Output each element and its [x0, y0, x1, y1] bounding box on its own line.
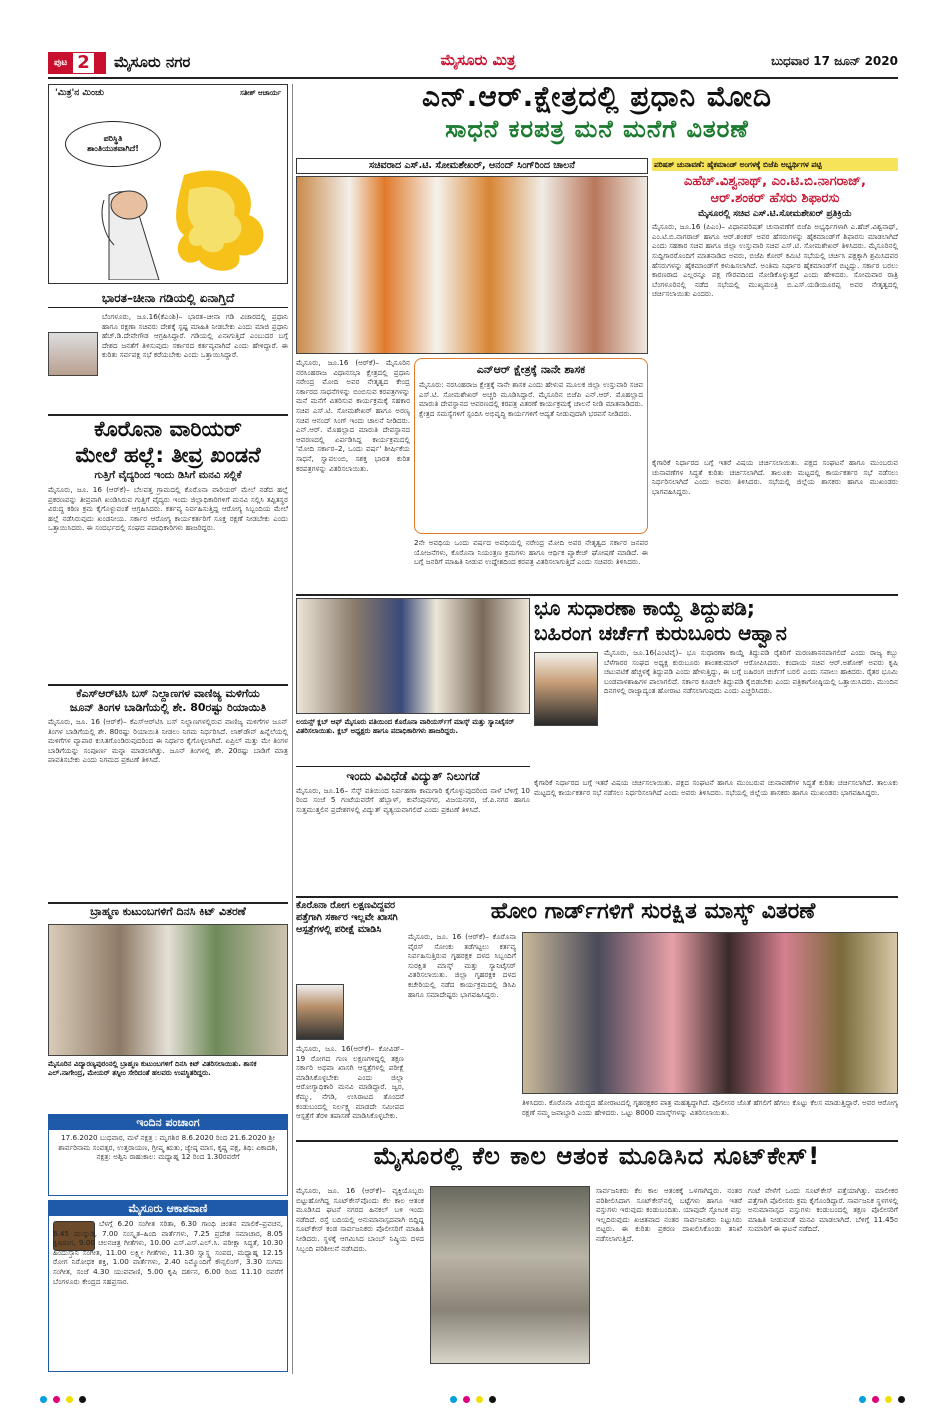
ksrtc-body: ಮೈಸೂರು, ಜೂ. 16 (ಆರ್‌ಕೆ)– ಕೆಎಸ್‌ಆರ್‌ಟಿಸಿ ಬಸ್ ನಿಲ್ದಾಣಗಳಲ್ಲಿರುವ ವಾಣಿಜ್ಯ ಮಳಿಗೆಗಳ ಜೂನ್ ತಿಂಗಳ ಬಾಡಿಗೆಯಲ್ಲಿ ಶೇ. 80ರಷ್ಟು ರಿಯಾಯಿತಿ ನೀಡಲು ನಿಗಮ ನಿರ್ಧರಿಸಿದೆ. ಲಾಕ್‌ಡೌನ್ ಹಿನ್ನೆಲೆಯಲ್ಲಿ ಮಳಿಗೆಗಳ ವ್ಯಾಪಾರ ಕುಸಿತಗೊಂಡಿರುವುದರಿಂದ ಈ ನಿರ್ಧಾರ ಕೈಗೊಳ್ಳಲಾಗಿದೆ. ಏಪ್ರಿಲ್ ಮತ್ತು ಮೇ ತಿಂಗಳ ಬಾಡಿಗೆಯನ್ನು ಸಂಪೂರ್ಣ ಮನ್ನಾ ಮಾಡಲಾಗಿತ್ತು. ಜೂನ್ ತಿಂಗಳಲ್ಲಿ ಶೇ. 20ರಷ್ಟು ಬಾಡಿಗೆ ಮಾತ್ರ ಪಾವತಿಸಬೇಕು ಎಂದು ನಿಗಮದ ಪ್ರಕಟಣೆ ತಿಳಿಸಿದೆ. [48, 717, 288, 765]
power-body: ಮೈಸೂರು, ಜೂ.16– ಸೆಸ್ಕ್ ವತಿಯಿಂದ ನಿರ್ವಹಣಾ ಕಾಮಗಾರಿ ಕೈಗೊಳ್ಳುವುದರಿಂದ ನಾಳೆ ಬೆಳಿಗ್ಗೆ 10 ರಿಂದ ಸಂಜೆ 5 ಗಂಟೆಯವರೆಗೆ ಹೆಬ್ಬಾಳ್, ಕುವೆಂಪುನಗರ, ವಿಜಯನಗರ, ಜೆ.ಪಿ.ನಗರ ಹಾಗೂ ಸುತ್ತಮುತ್ತಲಿನ ಪ್ರದೇಶಗಳಲ್ಲಿ ವಿದ್ಯುತ್ ವ್ಯತ್ಯಯವಾಗಲಿದೆ ಎಂದು ಪ್ರಕಟಣೆ ತಿಳಿಸಿದೆ. [296, 785, 530, 814]
corona-headline-1: ಕೊರೊನಾ ವಾರಿಯರ್ [94, 417, 242, 441]
brahmin-caption: ಮೈಸೂರಿನ ವಿದ್ಯಾರಣ್ಯಪುರಂನಲ್ಲಿ ಬ್ರಾಹ್ಮಣ ಕುಟುಂಬಗಳಿಗೆ ದಿನಸಿ ಕಿಟ್ ವಿತರಿಸಲಾಯಿತು. ಶಾಸಕ ಎಲ್.ನಾಗೇಂದ್ರ, ಮೇಯರ್ ತಸ್ನೀಂ ಸೇರಿದಂತೆ ಹಲವರು ಉಪಸ್ಥಿತರಿದ್ದರು. [48, 1060, 257, 1077]
suitcase-article [296, 1144, 898, 1374]
land-body-cont: ಕೈಗಾರಿಕೆ ನಿರ್ಧಾರದ ಬಗ್ಗೆ ಇತರೆ ವಿಷಯ ಚರ್ಚಿಸಲಾಯಿತು. ಪಕ್ಷದ ಸಂಘಟನೆ ಹಾಗೂ ಮುಂಬರುವ ಚುನಾವಣೆಗಳ ಸಿದ್ಧತೆ ಕುರಿತು ಚರ್ಚಿಸಲಾಗಿದೆ. ತಾಲೂಕು ಮಟ್ಟದಲ್ಲಿ ಕಾರ್ಯಕರ್ತರ ಸಭೆ ನಡೆಸಲು ನಿರ್ಧರಿಸಲಾಗಿದೆ ಎಂದು ಅವರು ತಿಳಿಸಿದರು. ಸಭೆಯಲ್ಲಿ ಜಿಲ್ಲೆಯ ಶಾಸಕರು ಹಾಗೂ ಮುಖಂಡರು ಭಾಗವಹಿಸಿದ್ದರು. [534, 778, 898, 797]
page-number-badge [48, 52, 106, 74]
lead-strap [296, 158, 648, 174]
lead-strap-text: ಸಚಿವರಾದ ಎಸ್.ಟಿ. ಸೋಮಶೇಖರ್, ಆನಂದ್ ಸಿಂಗ್‌ರಿಂದ ಚಾಲನೆ [369, 160, 575, 171]
hospital-headline: ಕೊರೊನಾ ರೋಗ ಲಕ್ಷಣವಿದ್ದವರ ಪತ್ತೆಗಾಗಿ ಸರ್ಕಾರ ಇಲ್ಲವೇ ಖಾಸಗಿ ಆಸ್ಪತ್ರೆಗಳಲ್ಲಿ ಪರೀಕ್ಷೆ ಮಾಡಿಸಿ [296, 900, 398, 935]
suitcase-body-cont: ಸಾರ್ವಜನಿಕರು ಕೆಲ ಕಾಲ ಆತಂಕಕ್ಕೆ ಒಳಗಾಗಿದ್ದರು. ನಂತರ ಪರಿಶೀಲಿಸಿದಾಗ ಸೂಟ್‌ಕೇಸ್‌ನಲ್ಲಿ ಬಟ್ಟೆಗಳು ಹಾಗೂ ಇತರೆ ವಸ್ತುಗಳು ಇರುವುದು ಕಂಡುಬಂದಿತು. ಯಾವುದೇ ಸ್ಫೋಟಕ ವಸ್ತು ಇಲ್ಲದಿರುವುದು ಖಚಿತವಾದ ನಂತರ ಸಾರ್ವಜನಿಕರು ನಿಟ್ಟುಸಿರು ಬಿಟ್ಟರು. ಈ ಕುರಿತು ಪ್ರಕರಣ ದಾಖಲಿಸಿಕೊಂಡು ತನಿಖೆ ನಡೆಸಲಾಗುತ್ತಿದೆ. [596, 1186, 742, 1243]
suitcase-photo [430, 1186, 590, 1364]
health-officer-photo [296, 984, 344, 1040]
cartoon-title: 'ಮಿತ್ರ'ನ ಮಿಂಚು [55, 88, 105, 98]
land-article [534, 598, 898, 774]
land-headline-1: ಭೂ ಸುಧಾರಣಾ ಕಾಯ್ದೆ ತಿದ್ದುಪಡಿ; [534, 596, 755, 620]
home-guard-body: ಮೈಸೂರು, ಜೂ. 16 (ಆರ್‌ಕೆ)– ಕೊರೊನಾ ವೈರಸ್ ಸೋಂಕು ತಡೆಗಟ್ಟಲು ಕರ್ತವ್ಯ ನಿರ್ವಹಿಸುತ್ತಿರುವ ಗೃಹರಕ್ಷಕ ದಳದ ಸಿಬ್ಬಂದಿಗೆ ಸುರಕ್ಷಿತ ಮಾಸ್ಕ್ ಮತ್ತು ಸ್ಯಾನಿಟೈಸರ್ ವಿತರಿಸಲಾಯಿತು. ಜಿಲ್ಲಾ ಗೃಹರಕ್ಷಕ ದಳದ ಕಚೇರಿಯಲ್ಲಿ ನಡೆದ ಕಾರ್ಯಕ್ರಮದಲ್ಲಿ ಡಿಸಿಪಿ ಹಾಗೂ ಸಮಾದೇಷ್ಟರು ಭಾಗವಹಿಸಿದ್ದರು. [408, 932, 516, 999]
land-body: ಮೈಸೂರು, ಜೂ.16(ಎಂಟಿವೈ)– ಭೂ ಸುಧಾರಣಾ ಕಾಯ್ದೆ ತಿದ್ದುಪಡಿ ರೈತರಿಗೆ ಮರಣಶಾಸನವಾಗಲಿದೆ ಎಂದು ರಾಜ್ಯ ಕಬ್ಬು ಬೆಳೆಗಾರರ ಸಂಘದ ಅಧ್ಯಕ್ಷ ಕುರುಬೂರು ಶಾಂತಕುಮಾರ್ ಆರೋಪಿಸಿದರು. ಕಂದಾಯ ಸಚಿವ ಆರ್.ಅಶೋಕ್ ಅವರು ಕೃಷಿ ಚಟುವಟಿಕೆ ಹೆಚ್ಚಳಕ್ಕೆ ತಿದ್ದುಪಡಿ ಎಂದು ಹೇಳುತ್ತಿದ್ದು, ಈ ಬಗ್ಗೆ ಬಹಿರಂಗ ಚರ್ಚೆಗೆ ಬರಲಿ ಎಂದು ಸವಾಲು ಹಾಕಿದರು. ರೈತರ ಭೂಮಿ ಬಂಡವಾಳಶಾಹಿಗಳ ಪಾಲಾಗಲಿದೆ. ಸರ್ಕಾರ ಕೂಡಲೇ ತಿದ್ದುಪಡಿ ಕೈಬಿಡಬೇಕು ಎಂದು ಪತ್ರಿಕಾಗೋಷ್ಠಿಯಲ್ಲಿ ಒತ್ತಾಯಿಸಿದರು. ಮುಂದಿನ ದಿನಗಳಲ್ಲಿ ರಾಜ್ಯಾದ್ಯಂತ ಹೋರಾಟ ನಡೆಸಲಾಗುವುದು ಎಂದು ಎಚ್ಚರಿಸಿದರು. [604, 648, 898, 696]
page-label: ಪುಟ [54, 58, 68, 68]
lions-club-photo [296, 598, 530, 714]
ksrtc-headline-2: ಜೂನ್ ತಿಂಗಳ ಬಾಡಿಗೆಯಲ್ಲಿ ಶೇ. 80ರಷ್ಟು ರಿಯಾಯಿತಿ [69, 700, 267, 714]
corona-headline-2: ಮೇಲೆ ಹಲ್ಲೆ: ತೀವ್ರ ಖಂಡನೆ [75, 443, 261, 468]
brahmin-article [48, 906, 288, 1112]
power-headline: ಇಂದು ವಿವಿಧೆಡೆ ವಿದ್ಯುತ್ ನಿಲುಗಡೆ [296, 766, 530, 783]
grocery-kit-photo [48, 924, 288, 1056]
masthead-logo: ಮೈಸೂರು ಮಿತ್ರ [440, 51, 516, 69]
panchanga-body: 17.6.2020 ಬುಧವಾರ, ಮಳೆ ನಕ್ಷತ್ರ : ಮೃಗಶಿರ 8.6.2020 ರಿಂದ 21.6.2020 ಶ್ರೀ ಶಾರ್ವರಿನಾಮ ಸಂವತ್ಸರ, ಉತ್ತರಾಯಣ, ಗ್ರೀಷ್ಮ ಋತು, ಜ್ಯೇಷ್ಠ ಮಾಸ, ಕೃಷ್ಣ ಪಕ್ಷ, ತಿಥಿ: ಏಕಾದಶಿ, ನಕ್ಷತ್ರ: ಅಶ್ವಿನಿ ರಾಹುಕಾಲ: ಮಧ್ಯಾಹ್ನ 12 ರಿಂದ 1.30ರವರೆಗೆ [58, 1133, 278, 1162]
lead-photo [296, 176, 648, 354]
council-subhead: ಮೈಸೂರಲ್ಲಿ ಸಚಿವ ಎಸ್.ಟಿ.ಸೋಮಶೇಖರ್ ಪ್ರತಿಕ್ರಿಯೆ [698, 209, 852, 220]
council-body-cont: ಕೈಗಾರಿಕೆ ನಿರ್ಧಾರದ ಬಗ್ಗೆ ಇತರೆ ವಿಷಯ ಚರ್ಚಿಸಲಾಯಿತು. ಪಕ್ಷದ ಸಂಘಟನೆ ಹಾಗೂ ಮುಂಬರುವ ಚುನಾವಣೆಗಳ ಸಿದ್ಧತೆ ಕುರಿತು ಚರ್ಚಿಸಲಾಗಿದೆ. ತಾಲೂಕು ಮಟ್ಟದಲ್ಲಿ ಕಾರ್ಯಕರ್ತರ ಸಭೆ ನಡೆಸಲು ನಿರ್ಧರಿಸಲಾಗಿದೆ ಎಂದು ಅವರು ತಿಳಿಸಿದರು. ಸಭೆಯಲ್ಲಿ ಜಿಲ್ಲೆಯ ಶಾಸಕರು ಹಾಗೂ ಮುಖಂಡರು ಭಾಗವಹಿಸಿದ್ದರು. [652, 458, 898, 497]
council-headline-2: ಆರ್.ಶಂಕರ್ ಹೆಸರು ಶಿಫಾರಸು [710, 190, 840, 206]
corona-warrior-article [48, 418, 288, 676]
cartoon-artist: ಸತೀಶ್ ಆಚಾರ್ಯ [240, 89, 281, 97]
home-guard-headline: ಹೋಂ ಗಾರ್ಡ್‌ಗಳಿಗೆ ಸುರಕ್ಷಿತ ಮಾಸ್ಕ್ ವಿತರಣೆ [490, 899, 816, 924]
china-headline: ಭಾರತ–ಚೀನಾ ಗಡಿಯಲ್ಲಿ ಏನಾಗ್ತಿದೆ [48, 292, 288, 308]
lead-article [296, 82, 898, 154]
kurubur-photo [534, 652, 598, 726]
column-rule [292, 84, 293, 1374]
council-kicker: ಪರಿಷತ್ ಚುನಾವಣೆ: ಹೈಕಮಾಂಡ್ ಅಂಗಳಕ್ಕೆ ಬಿಜೆಪಿ ಅಭ್ಯರ್ಥಿಗಳ ಪಟ್ಟಿ [652, 158, 898, 171]
brahmin-headline: ಬ್ರಾಹ್ಮಣ ಕುಟುಂಬಗಳಿಗೆ ದಿನಸಿ ಕಿಟ್ ವಿತರಣೆ [90, 905, 246, 918]
council-body: ಮೈಸೂರು, ಜೂ.16 (ಪಿಎಂ)– ವಿಧಾನಪರಿಷತ್ ಚುನಾವಣೆಗೆ ಬಿಜೆಪಿ ಅಭ್ಯರ್ಥಿಗಳಾಗಿ ಎ.ಹೆಚ್.ವಿಶ್ವನಾಥ್, ಎಂ.ಟಿ.ಬಿ.ನಾಗರಾಜ್ ಹಾಗೂ ಆರ್.ಶಂಕರ್ ಅವರ ಹೆಸರುಗಳನ್ನು ಹೈಕಮಾಂಡ್‌ಗೆ ಶಿಫಾರಸು ಮಾಡಲಾಗಿದೆ ಎಂದು ಸಹಕಾರ ಸಚಿವ ಹಾಗೂ ಜಿಲ್ಲಾ ಉಸ್ತುವಾರಿ ಸಚಿವ ಎಸ್.ಟಿ. ಸೋಮಶೇಖರ್ ತಿಳಿಸಿದರು. ಮೈಸೂರಿನಲ್ಲಿ ಸುದ್ದಿಗಾರರೊಂದಿಗೆ ಮಾತನಾಡಿದ ಅವರು, ಬಿಜೆಪಿ ಕೋರ್ ಕಮಿಟಿ ಸಭೆಯಲ್ಲಿ ಚರ್ಚಿಸಿ ಪಕ್ಷಕ್ಕಾಗಿ ಶ್ರಮಿಸಿದವರ ಹೆಸರುಗಳನ್ನು ಹೈಕಮಾಂಡ್‌ಗೆ ಕಳುಹಿಸಲಾಗಿದೆ. ಅಂತಿಮ ನಿರ್ಧಾರ ಹೈಕಮಾಂಡ್‌ಗೆ ಬಿಟ್ಟದ್ದು. ಸರ್ಕಾರ ಬರಲು ಕಾರಣರಾದ ಎಲ್ಲರನ್ನೂ ಪಕ್ಷ ಗೌರವದಿಂದ ನೋಡಿಕೊಳ್ಳುತ್ತದೆ ಎಂದು ಹೇಳಿದರು. ಸೋಮವಾರ ರಾತ್ರಿ ಬೆಂಗಳೂರಿನಲ್ಲಿ ನಡೆದ ಸಭೆಯಲ್ಲಿ ಮುಖ್ಯಮಂತ್ರಿ ಬಿ.ಎಸ್.ಯಡಿಯೂರಪ್ಪ ಅವರ ನೇತೃತ್ವದಲ್ಲಿ ಚರ್ಚಿಸಲಾಯಿತು ಎಂದರು. [652, 222, 898, 299]
inset-box [414, 358, 648, 534]
deve-gowda-photo [48, 332, 98, 376]
radio-box [48, 1200, 288, 1372]
suitcase-body: ಮೈಸೂರು, ಜೂ. 16 (ಆರ್‌ಕೆ)– ವ್ಯಕ್ತಿಯೊಬ್ಬರು ಬಿಟ್ಟುಹೋಗಿದ್ದ ಸೂಟ್‌ಕೇಸ್‌ವೊಂದು ಕೆಲ ಕಾಲ ಆತಂಕ ಮೂಡಿಸಿದ ಘಟನೆ ನಗರದ ಹಿನಕಲ್ ಬಳಿ ಇಂದು ನಡೆದಿದೆ. ರಸ್ತೆ ಬದಿಯಲ್ಲಿ ಅನುಮಾನಾಸ್ಪದವಾಗಿ ಬಿದ್ದಿದ್ದ ಸೂಟ್‌ಕೇಸ್ ಕಂಡ ಸಾರ್ವಜನಿಕರು ಪೊಲೀಸರಿಗೆ ಮಾಹಿತಿ ನೀಡಿದರು. ಸ್ಥಳಕ್ಕೆ ಆಗಮಿಸಿದ ಬಾಂಬ್ ನಿಷ್ಕ್ರಿಯ ದಳದ ಸಿಬ್ಬಂದಿ ಪರಿಶೀಲನೆ ನಡೆಸಿದರು. [296, 1186, 424, 1253]
hospital-article [296, 900, 404, 1136]
home-guard-photo [522, 932, 898, 1094]
council-headline-1: ಎಹೆಚ್.ವಿಶ್ವನಾಥ್, ಎಂ.ಟಿ.ಬಿ.ನಾಗರಾಜ್, [684, 174, 866, 189]
lead-headline-1: ಎನ್.ಆರ್.ಕ್ಷೇತ್ರದಲ್ಲಿ ಪ್ರಧಾನಿ ಮೋದಿ [422, 80, 772, 113]
home-guard-body-cont: ತಿಳಿಸಿದರು. ಕೊರೊನಾ ವಿರುದ್ಧದ ಹೋರಾಟದಲ್ಲಿ ಗೃಹರಕ್ಷಕರ ಪಾತ್ರ ಮಹತ್ವದ್ದಾಗಿದೆ. ಪೊಲೀಸರ ಜೊತೆ ಹೆಗಲಿಗೆ ಹೆಗಲು ಕೊಟ್ಟು ಕೆಲಸ ಮಾಡುತ್ತಿದ್ದಾರೆ. ಅವರ ಆರೋಗ್ಯ ರಕ್ಷಣೆ ನಮ್ಮ ಜವಾಬ್ದಾರಿ ಎಂದು ಹೇಳಿದರು. ಒಟ್ಟು 8000 ಮಾಸ್ಕ್‌ಗಳನ್ನು ವಿತರಿಸಲಾಯಿತು. [522, 1098, 898, 1117]
radio-title: ಮೈಸೂರು ಆಕಾಶವಾಣಿ [49, 1201, 287, 1216]
home-guard-article [408, 900, 898, 1136]
council-article [652, 158, 898, 590]
header-rule [48, 77, 898, 79]
corona-body: ಮೈಸೂರು, ಜೂ. 16 (ಆರ್‌ಕೆ)– ಬೆಲವತ್ತ ಗ್ರಾಮದಲ್ಲಿ ಕೊರೊನಾ ವಾರಿಯರ್ ಮೇಲೆ ನಡೆದ ಹಲ್ಲೆ ಪ್ರಕರಣವನ್ನು ತೀವ್ರವಾಗಿ ಖಂಡಿಸಿರುವ ಗುತ್ತಿಗೆ ವೈದ್ಯರು ಇಂದು ಜಿಲ್ಲಾಧಿಕಾರಿಗಳಿಗೆ ಮನವಿ ಸಲ್ಲಿಸಿ ತಪ್ಪಿತಸ್ಥರ ವಿರುದ್ಧ ಕಠಿಣ ಕ್ರಮ ಕೈಗೊಳ್ಳುವಂತೆ ಆಗ್ರಹಿಸಿದರು. ಕರ್ತವ್ಯ ನಿರ್ವಹಿಸುತ್ತಿದ್ದ ಆರೋಗ್ಯ ಸಿಬ್ಬಂದಿಯ ಮೇಲೆ ಹಲ್ಲೆ ನಡೆಸಿರುವುದು ಖಂಡನೀಯ. ಸರ್ಕಾರ ಆರೋಗ್ಯ ಕಾರ್ಯಕರ್ತರಿಗೆ ಸೂಕ್ತ ರಕ್ಷಣೆ ನೀಡಬೇಕು ಎಂದು ಒತ್ತಾಯಿಸಿದರು. ಈ ಸಂದರ್ಭದಲ್ಲಿ ಸಂಘದ ಪದಾಧಿಕಾರಿಗಳು ಹಾಜರಿದ್ದರು. [48, 485, 288, 533]
inset-body: ಮೈಸೂರು: ನರಸಿಂಹರಾಜ ಕ್ಷೇತ್ರಕ್ಕೆ ನಾನೇ ಶಾಸಕ ಎಂದು ಹೇಳುವ ಮೂಲಕ ಜಿಲ್ಲಾ ಉಸ್ತುವಾರಿ ಸಚಿವ ಎಸ್.ಟಿ. ಸೋಮಶೇಖರ್ ಅಚ್ಚರಿ ಮೂಡಿಸಿದ್ದಾರೆ. ಮೈಸೂರಿನ ಬಿಜೆಪಿ ಎನ್.ಆರ್. ಮೊಹಲ್ಲಾದ ಮಾರುತಿ ದೇವಸ್ಥಾನದ ಆವರಣದಲ್ಲಿ ಕರಪತ್ರ ವಿತರಣೆ ಕಾರ್ಯಕ್ರಮಕ್ಕೆ ಚಾಲನೆ ನೀಡಿ ಮಾತನಾಡಿದರು. ಕ್ಷೇತ್ರದ ಸಮಸ್ಯೆಗಳಿಗೆ ಸ್ಪಂದಿಸಿ ಅಭಿವೃದ್ಧಿ ಕಾರ್ಯಗಳಿಗೆ ಆದ್ಯತೆ ನೀಡುವುದಾಗಿ ಭರವಸೆ ನೀಡಿದರು. [419, 380, 643, 418]
suitcase-headline: ಮೈಸೂರಲ್ಲಿ ಕೆಲ ಕಾಲ ಆತಂಕ ಮೂಡಿಸಿದ ಸೂಟ್‌ಕೇಸ್! [373, 1142, 821, 1170]
panchanga-title: ಇಂದಿನ ಪಂಚಾಂಗ [49, 1115, 287, 1130]
page-date: ಬುಧವಾರ 17 ಜೂನ್ 2020 [771, 54, 898, 68]
divider [48, 414, 288, 416]
cartoon-illustration [89, 155, 279, 280]
panchanga-box [48, 1114, 288, 1196]
divider [48, 902, 288, 904]
corona-subhead: ಗುತ್ತಿಗೆ ವೈದ್ಯರಿಂದ ಇಂದು ಡಿಸಿಗೆ ಮನವಿ ಸಲ್ಲಿಕೆ [94, 470, 242, 482]
radio-body: ಬೆಳಗ್ಗೆ 6.20 ಸಂಗೀತ ಸರಿತಾ, 6.30 ಗಾಂಧಿ ಚಿಂತನ ಮಾಲಿಕೆ–ಪ್ರವಚನ, 6.45 ಮುನ್ನುಡಿ, 7.00 ಸಂಸ್ಕೃತ–ಹಿಂದಿ ವಾರ್ತೆಗಳು, 7.25 ಪ್ರದೇಶ ಸಮಾಚಾರ, 8.05 ಕೃಷಿರಂಗ, 9.00 ಚಲನಚಿತ್ರ ಗೀತೆಗಳು, 10.00 ಎಸ್.ಎಸ್.ಎಲ್.ಸಿ. ಪರೀಕ್ಷಾ ಸಿದ್ಧತೆ, 10.30 ಹಿಂದುಸ್ತಾನಿ ಸಂಗೀತ, 11.00 ಲಕ್ಷ್ಮೀ ಗೀತೆಗಳು, 11.30 ಸ್ವಾಸ್ಥ್ಯ ಸಂಪದ, ಮಧ್ಯಾಹ್ನ 12.15 ರೋಗ ನಿರೋಧಕ ಶಕ್ತಿ, 1.00 ವಾರ್ತೆಗಳು, 2.40 ನಿಮ್ಮೊಂದಿಗೆ ಕೌನ್ಸಲಿಂಗ್, 3.30 ಸುಗಮ ಸಂಗೀತ, ಸಂಜೆ 4.30 ಯುವವಾಣಿ, 5.00 ಕೃಷಿ ದರ್ಶನ, 6.00 ರಿಂದ 11.10 ರವರೆಗೆ ಬೆಂಗಳೂರು ಕೇಂದ್ರದ ಸಹಪ್ರಸಾರ. [53, 1219, 283, 1286]
ksrtc-headline-1: ಕೆಎಸ್‌ಆರ್‌ಟಿಸಿ ಬಸ್ ನಿಲ್ದಾಣಗಳ ವಾಣಿಜ್ಯ ಮಳಿಗೆಯ [76, 687, 260, 700]
lions-caption: ಲಯನ್ಸ್ ಕ್ಲಬ್ ಆಫ್ ಮೈಸೂರು ವತಿಯಿಂದ ಕೊರೊನಾ ವಾರಿಯರ್ಸ್‌ಗೆ ಮಾಸ್ಕ್ ಮತ್ತು ಸ್ಯಾನಿಟೈಸರ್ ವಿತರಿಸಲಾಯಿತು. ಕ್ಲಬ್ ಅಧ್ಯಕ್ಷರು ಹಾಗೂ ಪದಾಧಿಕಾರಿಗಳು ಹಾಜರಿದ್ದರು. [296, 718, 515, 735]
cartoon-box [48, 84, 288, 284]
lead-body-cont: 2ನೇ ಅವಧಿಯ ಒಂದು ವರ್ಷದ ಅವಧಿಯಲ್ಲಿ ನರೇಂದ್ರ ಮೋದಿ ಅವರ ನೇತೃತ್ವದ ಸರ್ಕಾರ ಜನಪರ ಯೋಜನೆಗಳು, ಕೊರೊನಾ ನಿಯಂತ್ರಣ ಕ್ರಮಗಳು ಹಾಗೂ ಆರ್ಥಿಕ ಪ್ಯಾಕೇಜ್ ಘೋಷಣೆ ಮಾಡಿದೆ. ಈ ಬಗ್ಗೆ ಜನರಿಗೆ ಮಾಹಿತಿ ನೀಡುವ ಉದ್ದೇಶದಿಂದ ಕರಪತ್ರ ವಿತರಿಸಲಾಗುತ್ತಿದೆ ಎಂದು ಸಚಿವರು ತಿಳಿಸಿದರು. [414, 538, 648, 567]
inset-headline: ಎನ್‌ಆರ್ ಕ್ಷೇತ್ರಕ್ಕೆ ನಾನೇ ಶಾಸಕ [476, 363, 586, 376]
hospital-body: ಮೈಸೂರು, ಜೂ. 16(ಆರ್‌ಕೆ)– ಕೋವಿಡ್–19 ರೋಗದ ಗುಣ ಲಕ್ಷಣಗಳಿದ್ದಲ್ಲಿ ತಕ್ಷಣ ಸರ್ಕಾರಿ ಅಥವಾ ಖಾಸಗಿ ಆಸ್ಪತ್ರೆಗಳಲ್ಲಿ ಪರೀಕ್ಷೆ ಮಾಡಿಸಿಕೊಳ್ಳಬೇಕು ಎಂದು ಜಿಲ್ಲಾ ಆರೋಗ್ಯಾಧಿಕಾರಿ ಮನವಿ ಮಾಡಿದ್ದಾರೆ. ಜ್ವರ, ಕೆಮ್ಮು, ನೆಗಡಿ, ಉಸಿರಾಟದ ತೊಂದರೆ ಕಂಡುಬಂದಲ್ಲಿ ನಿರ್ಲಕ್ಷ್ಯ ಮಾಡದೇ ಸಮೀಪದ ಆಸ್ಪತ್ರೆಗೆ ತೆರಳಿ ತಪಾಸಣೆ ಮಾಡಿಸಿಕೊಳ್ಳಬೇಕು. [296, 1044, 404, 1121]
lead-body: ಮೈಸೂರು, ಜೂ.16 (ಆರ್‌ಕೆ)– ಮೈಸೂರಿನ ನರಸಿಂಹರಾಜ ವಿಧಾನಸಭಾ ಕ್ಷೇತ್ರದಲ್ಲಿ ಪ್ರಧಾನಿ ನರೇಂದ್ರ ಮೋದಿ ಅವರ ನೇತೃತ್ವದ ಕೇಂದ್ರ ಸರ್ಕಾರದ ಸಾಧನೆಗಳನ್ನು ಬಿಂಬಿಸುವ ಕರಪತ್ರಗಳನ್ನು ಮನೆ ಮನೆಗೆ ವಿತರಿಸುವ ಕಾರ್ಯಕ್ರಮಕ್ಕೆ ಸಹಕಾರ ಸಚಿವ ಎಸ್.ಟಿ. ಸೋಮಶೇಖರ್ ಹಾಗೂ ಅರಣ್ಯ ಸಚಿವ ಆನಂದ್ ಸಿಂಗ್ ಇಂದು ಚಾಲನೆ ನೀಡಿದರು. ಎನ್.ಆರ್. ಮೊಹಲ್ಲಾದ ಮಾರುತಿ ದೇವಸ್ಥಾನದ ಆವರಣದಲ್ಲಿ ಏರ್ಪಡಿಸಿದ್ದ ಕಾರ್ಯಕ್ರಮದಲ್ಲಿ 'ಮೋದಿ ಸರ್ಕಾರ–2, ಒಂದು ವರ್ಷ' ಶೀರ್ಷಿಕೆಯ ಸಾಧನೆ, ಸ್ವಾವಲಂಬಿ, ಸಶಕ್ತ ಭಾರತ ಕುರಿತ ಕರಪತ್ರಗಳನ್ನು ವಿತರಿಸಲಾಯಿತು. [296, 358, 410, 473]
cartoon-bubble-text: ಪರಿಸ್ಥಿತಿ ಶಾಂತಿಯುತವಾಗಿದೆ! [87, 134, 139, 153]
print-register-marks [40, 1396, 905, 1406]
divider [296, 896, 898, 898]
suitcase-body-cont-2: ಗಂಟೆ ವೇಳೆಗೆ ಒಂದು ಸೂಟ್‌ಕೇಸ್ ಪತ್ತೆಯಾಗಿತ್ತು. ಮಾಲೀಕರ ಪತ್ತೆಗಾಗಿ ಪೊಲೀಸರು ಕ್ರಮ ಕೈಗೊಂಡಿದ್ದಾರೆ. ಸಾರ್ವಜನಿಕ ಸ್ಥಳಗಳಲ್ಲಿ ಅನುಮಾನಾಸ್ಪದ ವಸ್ತುಗಳು ಕಂಡುಬಂದಲ್ಲಿ ತಕ್ಷಣ ಪೊಲೀಸರಿಗೆ ಮಾಹಿತಿ ನೀಡುವಂತೆ ಮನವಿ ಮಾಡಲಾಗಿದೆ. ಬೆಳಿಗ್ಗೆ 11.45ರ ಸುಮಾರಿಗೆ ಈ ಘಟನೆ ನಡೆದಿದೆ. [748, 1186, 898, 1234]
ksrtc-article [48, 688, 288, 896]
page-header [48, 50, 898, 76]
power-article [296, 766, 530, 892]
china-article [48, 292, 288, 410]
section-title: ಮೈಸೂರು ನಗರ [114, 53, 191, 71]
divider [48, 684, 288, 686]
china-body: ಬೆಂಗಳೂರು, ಜೂ.16(ಕೆಎಂಶಿ)– ಭಾರತ–ಚೀನಾ ಗಡಿ ವಿಚಾರದಲ್ಲಿ ಪ್ರಧಾನಿ ಹಾಗೂ ರಕ್ಷಣಾ ಸಚಿವರು ದೇಶಕ್ಕೆ ಸ್ಪಷ್ಟ ಮಾಹಿತಿ ನೀಡಬೇಕು ಎಂದು ಮಾಜಿ ಪ್ರಧಾನಿ ಹೆಚ್.ಡಿ.ದೇವೇಗೌಡ ಆಗ್ರಹಿಸಿದ್ದಾರೆ. ಗಡಿಯಲ್ಲಿ ಏನಾಗುತ್ತಿದೆ ಎಂಬುದರ ಬಗ್ಗೆ ದೇಶದ ಜನತೆಗೆ ತಿಳಿಸುವುದು ಸರ್ಕಾರದ ಕರ್ತವ್ಯವಾಗಿದೆ ಎಂದು ಹೇಳಿದ್ದಾರೆ. ಈ ಕುರಿತು ಸರ್ವಪಕ್ಷ ಸಭೆ ಕರೆಯಬೇಕು ಎಂದು ಒತ್ತಾಯಿಸಿದ್ದಾರೆ. [102, 312, 288, 360]
land-headline-2: ಬಹಿರಂಗ ಚರ್ಚೆಗೆ ಕುರುಬೂರು ಆಹ್ವಾನ [534, 621, 787, 645]
lead-headline-2: ಸಾಧನೆ ಕರಪತ್ರ ಮನೆ ಮನೆಗೆ ವಿತರಣೆ [445, 115, 749, 144]
page-number: 2 [73, 53, 94, 73]
